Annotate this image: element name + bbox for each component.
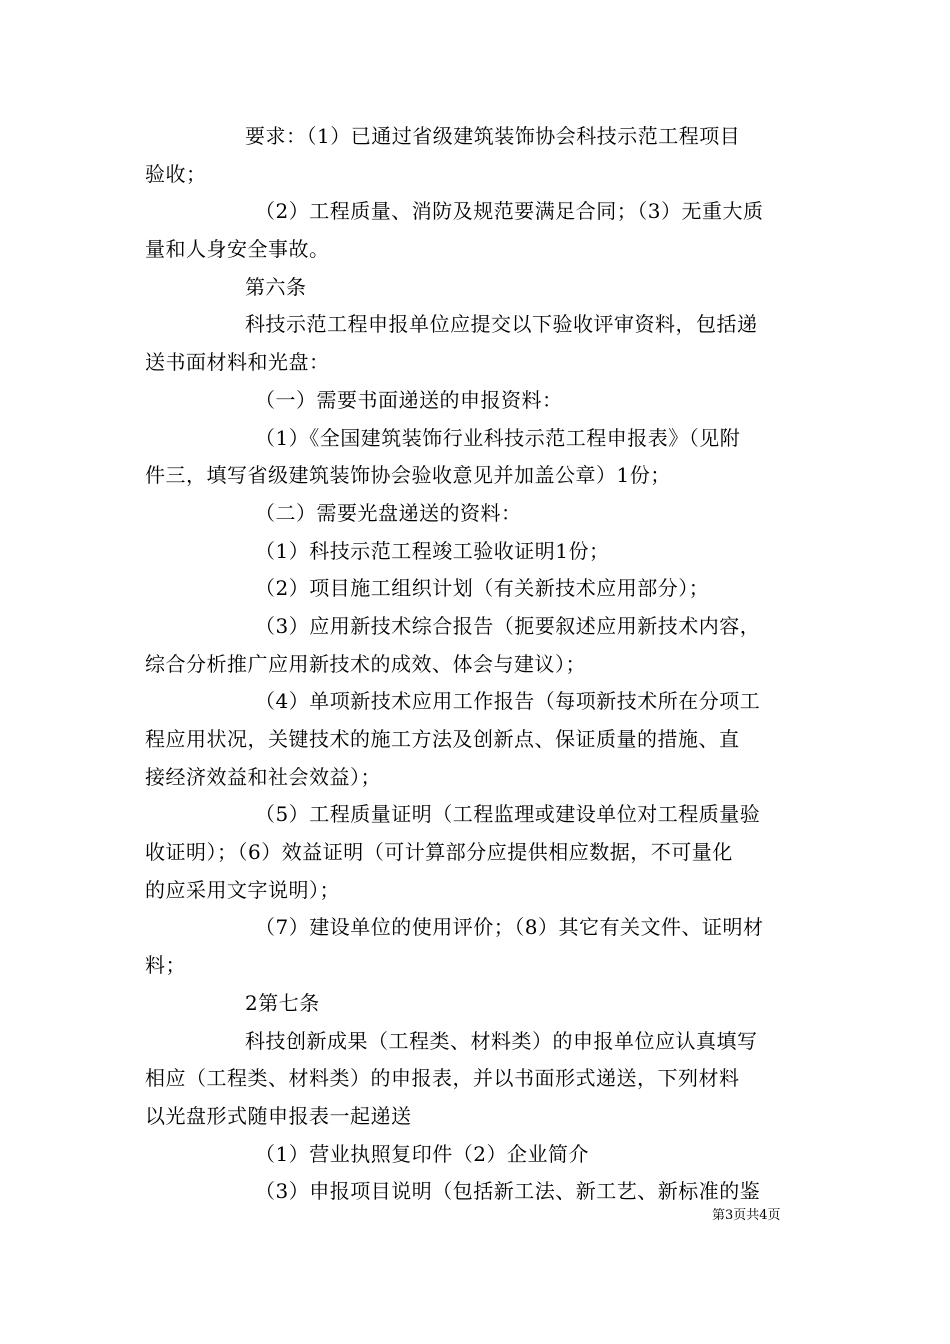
section-heading: 第六条: [245, 274, 307, 299]
text-line: （4）单项新技术应用工作报告（每项新技术所在分项工: [255, 689, 761, 714]
text-line: 验收；: [145, 161, 207, 186]
text-line: 收证明）；（6）效益证明（可计算部分应提供相应数据，不可量化: [145, 840, 733, 865]
text-line: （1）营业执照复印件（2）企业简介: [255, 1141, 589, 1166]
text-line: 量和人身安全事故。: [145, 237, 330, 262]
text-line: 接经济效益和社会效益）；: [145, 764, 381, 789]
text-line: 件三，填写省级建筑装饰协会验收意见并加盖公章）1份；: [145, 463, 671, 488]
text-line: （5）工程质量证明（工程监理或建设单位对工程质量验: [255, 802, 761, 827]
text-line: 以光盘形式随申报表一起递送: [145, 1103, 412, 1128]
text-line: （2）工程质量、消防及规范要满足合同；（3）无重大质: [255, 199, 764, 224]
text-line: 科技创新成果（工程类、材料类）的申报单位应认真填写: [245, 1028, 758, 1053]
document-body: [145, 118, 807, 1211]
page-number: 第3页共4页: [712, 1208, 781, 1223]
text-line: （3）申报项目说明（包括新工法、新工艺、新标准的鉴: [255, 1179, 761, 1204]
text-line: 送书面材料和光盘：: [145, 350, 330, 375]
text-line: （1）《全国建筑装饰行业科技示范工程申报表》（见附: [255, 425, 741, 450]
text-line: （7）建设单位的使用评价；（8）其它有关文件、证明材: [255, 915, 764, 940]
text-line: 要求：（1）已通过省级建筑装饰协会科技示范工程项目: [245, 124, 741, 148]
section-heading: 2第七条: [245, 990, 320, 1015]
text-line: （1）科技示范工程竣工验收证明1份；: [255, 538, 610, 563]
text-line: 料；: [145, 953, 186, 978]
text-line: 科技示范工程申报单位应提交以下验收评审资料，包括递: [245, 312, 758, 337]
text-line: （一）需要书面递送的申报资料：: [255, 387, 563, 412]
text-line: 相应（工程类、材料类）的申报表，并以书面形式递送，下列材料: [145, 1066, 740, 1091]
text-line: （2）项目施工组织计划（有关新技术应用部分）；: [255, 576, 710, 601]
text-line: （二）需要光盘递送的资料：: [255, 500, 522, 525]
text-line: （3）应用新技术综合报告（扼要叙述应用新技术内容，: [255, 613, 761, 638]
text-line: 综合分析推广应用新技术的成效、体会与建议）；: [145, 651, 586, 676]
text-line: 的应采用文字说明）；: [145, 877, 340, 902]
text-line: 程应用状况，关键技术的施工方法及创新点、保证质量的措施、直: [145, 727, 740, 751]
